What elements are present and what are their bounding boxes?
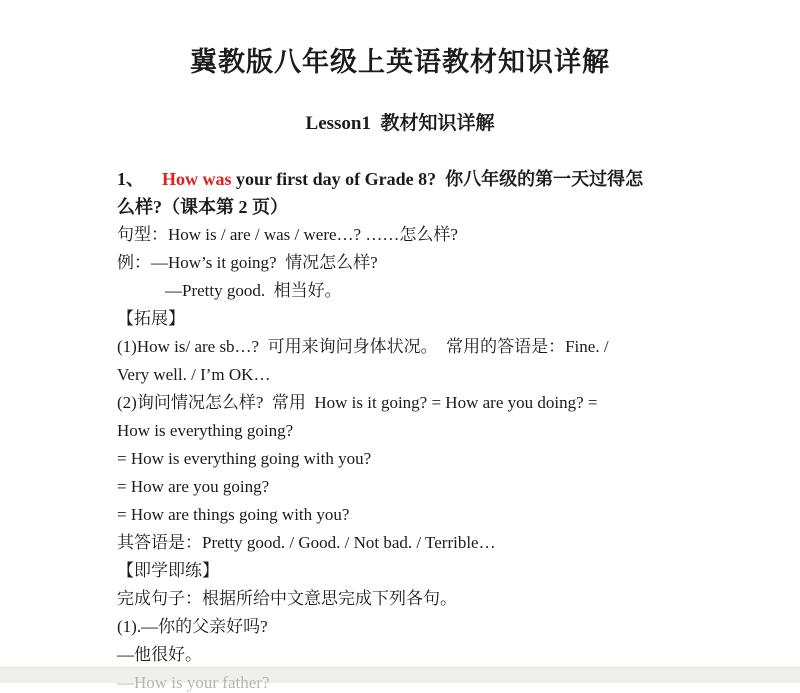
- text-line: [117, 585, 770, 613]
- text-segment: —他很好。: [117, 645, 202, 664]
- text-line: [117, 641, 770, 669]
- text-line: [117, 221, 770, 249]
- document-body: [117, 165, 770, 669]
- text-segment: Very well. / I’m OK…: [117, 365, 271, 384]
- text-line: [117, 193, 770, 221]
- text-line: [117, 501, 770, 529]
- text-segment: = How are you going?: [117, 477, 270, 496]
- text-segment: How is everything going?: [117, 421, 294, 440]
- text-line: [117, 529, 770, 557]
- text-segment: (2)询问情况怎么样? 常用 How is it going? = How are you doing? =: [117, 393, 598, 412]
- clipped-next-page-line: —How is your father?: [117, 673, 270, 692]
- text-segment: your first day of Grade 8? 你八年级的第一天过得怎: [231, 169, 644, 189]
- text-segment: —Pretty good. 相当好。: [165, 281, 342, 300]
- text-segment: 【即学即练】: [117, 561, 219, 580]
- text-segment: (1)How is/ are sb…? 可用来询问身体状况。 常用的答语是：Fine. /: [117, 337, 609, 356]
- text-segment: 1、: [117, 169, 162, 189]
- text-line: [117, 249, 770, 277]
- text-segment: 完成句子：根据所给中文意思完成下列各句。: [117, 589, 457, 608]
- text-segment: 么样?（课本第 2 页）: [117, 197, 288, 217]
- lesson-subtitle: Lesson1 教材知识详解: [305, 113, 495, 134]
- text-segment: = How is everything going with you?: [117, 449, 372, 468]
- text-line: [117, 361, 770, 389]
- highlighted-text-segment: How was: [162, 169, 232, 189]
- text-line: [117, 417, 770, 445]
- text-line: [117, 277, 770, 305]
- text-segment: 其答语是：Pretty good. / Good. / Not bad. / Terrible…: [117, 533, 496, 552]
- text-segment: = How are things going with you?: [117, 505, 350, 524]
- text-segment: 【拓展】: [117, 309, 185, 328]
- text-segment: (1).—你的父亲好吗?: [117, 617, 268, 636]
- page-title: 冀教版八年级上英语教材知识详解: [190, 47, 610, 77]
- text-line: [117, 557, 770, 585]
- text-line: [117, 613, 770, 641]
- text-line: [117, 389, 770, 417]
- text-line: [117, 445, 770, 473]
- text-segment: 句型：How is / are / was / were…? ……怎么样?: [117, 225, 458, 244]
- page-break-shadow: [0, 667, 800, 692]
- text-line: [117, 305, 770, 333]
- text-segment: 例：—How’s it going? 情况怎么样?: [117, 253, 378, 272]
- text-line: [117, 165, 770, 193]
- text-line: [117, 473, 770, 501]
- text-line: [117, 333, 770, 361]
